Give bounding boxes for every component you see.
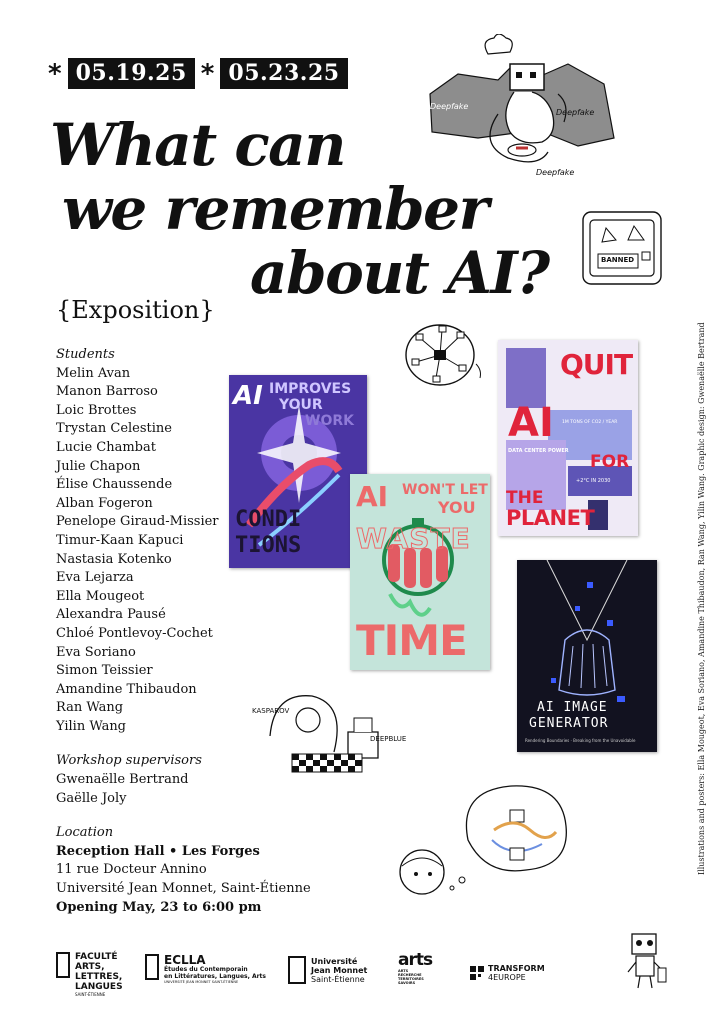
poster-text-ai-waste: AI — [356, 480, 389, 513]
side-credit: Illustrations and posters: Ella Mougeot, Eva Soriano, Amandine Thibaudon, Ran Wang, Yilin Wang. Graphic design: Gwenaëlle Bertrand — [697, 322, 706, 875]
student-name: Alban Fogeron — [56, 495, 153, 511]
date-row — [48, 58, 348, 89]
poster-text-improves: IMPROVES — [269, 381, 352, 397]
student-name: Penelope Giraud-Missier — [56, 514, 219, 530]
title-line-2: we remember — [62, 175, 488, 243]
student-name: Loic Brottes — [56, 402, 137, 418]
deepblue-label: DEEPBLUE — [370, 735, 407, 743]
logo-ujm: Université Jean Monnet Saint-Étienne — [288, 956, 367, 984]
location-street: 11 rue Docteur Annino — [56, 862, 207, 878]
poster-text-planet: PLANET — [506, 506, 595, 530]
location-heading: Location — [56, 825, 114, 841]
opening-time: Opening May, 23 to 6:00 pm — [56, 899, 262, 915]
poster-text-ai-quit: AI — [508, 400, 554, 446]
title-line-3: about AI? — [250, 239, 549, 307]
student-name: Eva Soriano — [56, 644, 136, 660]
supervisor-name: Gwenaëlle Bertrand — [56, 772, 189, 788]
deepfake-label-3: Deepfake — [536, 168, 575, 177]
poster-caption-co2: 1M TONS OF CO2 / YEAR — [562, 420, 618, 425]
small-robot-illustration — [622, 928, 668, 992]
network-brain-illustration — [402, 320, 486, 390]
deepfake-label-2: Deepfake — [556, 108, 595, 117]
poster-text-time: TIME — [356, 616, 467, 665]
banned-tv-illustration — [580, 208, 666, 290]
poster-image-generator — [517, 560, 657, 752]
students-heading: Students — [56, 347, 115, 362]
poster-text-quit: QUIT — [560, 348, 633, 381]
poster-text-tions: TIONS — [235, 533, 302, 558]
poster-text-ai: AI — [233, 381, 263, 411]
poster-text-work: WORK — [305, 413, 354, 429]
poster-caption-temp: +2°C IN 2030 — [576, 478, 611, 484]
poster-text-for: FOR — [590, 452, 630, 472]
student-name: Simon Teissier — [56, 663, 153, 679]
asterisk-icon: * — [200, 58, 215, 89]
exposition-label: {Exposition} — [56, 296, 215, 324]
student-name: Timur-Kaan Kapuci — [56, 532, 184, 548]
supervisor-name: Gaëlle Joly — [56, 790, 127, 806]
poster-text-your: YOUR — [279, 397, 323, 413]
poster-text-generator: GENERATOR — [529, 716, 609, 731]
asterisk-icon: * — [48, 58, 62, 89]
student-name: Élise Chaussende — [56, 477, 173, 493]
deepfake-label-1: Deepfake — [430, 102, 469, 111]
poster-text-the: THE — [506, 488, 544, 508]
poster-waste-time — [350, 474, 490, 670]
location-city: Université Jean Monnet, Saint-Étienne — [56, 881, 311, 897]
poster-quit-ai — [498, 340, 638, 536]
poster-text-ai-image: AI IMAGE — [537, 700, 608, 715]
start-date: 05.19.25 — [68, 58, 195, 89]
eclla-logo-icon — [145, 954, 159, 980]
student-name: Yilin Wang — [56, 718, 127, 734]
logo-transform4europe: TRANSFORM 4EUROPE — [470, 964, 545, 982]
student-name: Melin Avan — [56, 365, 131, 381]
supervisors-heading: Workshop supervisors — [56, 753, 202, 769]
poster-text-generator-sub: Rendering Boundaries · Breaking from the Unavoidable — [525, 738, 636, 743]
transform4europe-logo-icon — [470, 966, 484, 980]
poster-improves-work — [229, 375, 367, 568]
banned-label: BANNED — [601, 256, 635, 264]
student-name: Trystan Celestine — [56, 421, 172, 437]
student-name: Chloé Pontlevoy-Cochet — [56, 625, 213, 641]
poster-text-wont-let: WON'T LET — [402, 482, 488, 498]
logo-eclla: ECLLA Études du Contemporain en Littératures, Langues, Arts UNIVERSITÉ JEAN MONNET SAINT-ÉTIENNE — [145, 954, 266, 985]
ujm-logo-icon — [288, 956, 306, 984]
logo-faculte: FACULTÉ ARTS, LETTRES, LANGUES SAINT-ÉTIENNE — [56, 952, 123, 997]
logo-arts: arts ARTS RECHERCHE TERRITOIRES SAVOIRS — [398, 950, 433, 985]
student-name: Nastasia Kotenko — [56, 551, 172, 567]
student-name: Eva Lejarza — [56, 570, 134, 586]
location-venue: Reception Hall • Les Forges — [56, 843, 260, 859]
poster-text-waste: WASTE — [356, 522, 471, 555]
poster-caption-datacenter: DATA CENTER POWER — [508, 448, 569, 454]
student-name: Ran Wang — [56, 700, 124, 716]
student-name: Amandine Thibaudon — [56, 681, 197, 697]
faculte-logo-icon — [56, 952, 70, 978]
student-name: Alexandra Pausé — [56, 607, 166, 623]
dreaming-head-illustration — [392, 780, 572, 900]
student-name: Lucie Chambat — [56, 439, 156, 455]
poster-text-you: YOU — [438, 498, 476, 517]
title-line-1: What can — [50, 111, 345, 179]
student-name: Ella Mougeot — [56, 588, 145, 604]
student-name: Julie Chapon — [56, 458, 141, 474]
kasparov-label: KASPAROV — [252, 707, 290, 715]
poster-text-condi: CONDI — [235, 507, 302, 532]
student-name: Manon Barroso — [56, 384, 158, 400]
end-date: 05.23.25 — [220, 58, 347, 89]
